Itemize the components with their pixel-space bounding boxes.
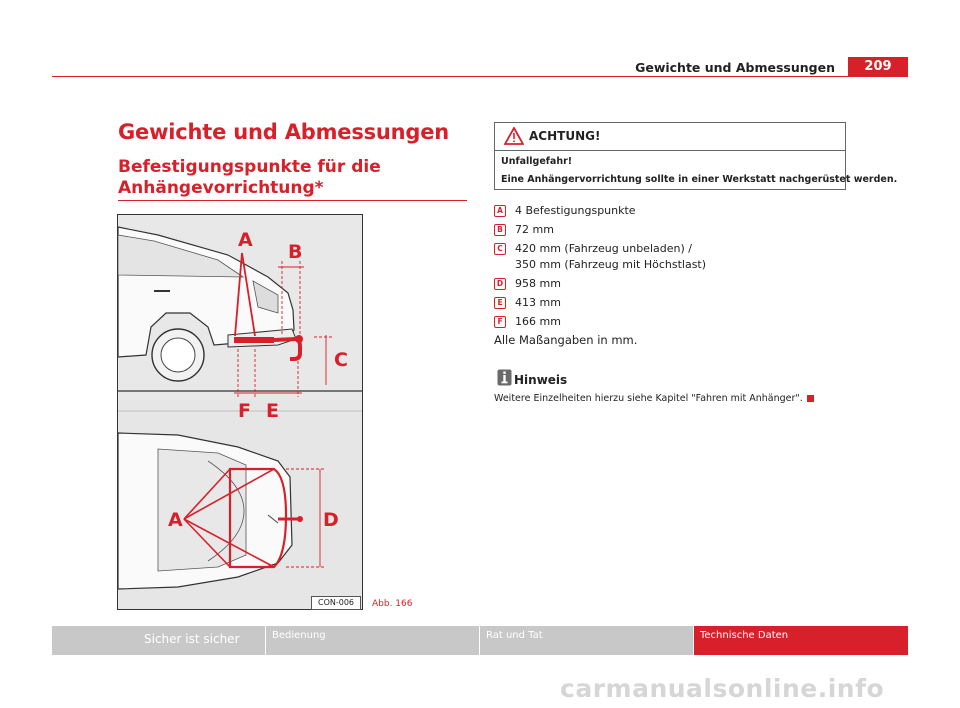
legend-text-e: 413 mm	[515, 296, 561, 309]
figure-towbar-diagram	[117, 214, 363, 610]
section-rule	[118, 200, 467, 201]
figure-label-c: C	[334, 349, 348, 371]
footer-tab-rat-und-tat[interactable]: Rat und Tat	[480, 626, 693, 655]
footer-tab-bedienung[interactable]: Bedienung	[266, 626, 479, 655]
legend-letter-d: D	[494, 278, 506, 290]
legend-letter-c: C	[494, 243, 506, 255]
units-note: Alle Maßangaben in mm.	[494, 333, 638, 347]
legend-letter-e: E	[494, 297, 506, 309]
legend-text-c-2: 350 mm (Fahrzeug mit Höchstlast)	[515, 258, 707, 271]
legend-text-f: 166 mm	[515, 315, 561, 328]
note-text-body: Weitere Einzelheiten hierzu siehe Kapitel "Fahren mit Anhänger".	[494, 393, 803, 404]
header-rule	[52, 76, 908, 77]
legend-text-d: 958 mm	[515, 277, 561, 290]
warning-line-2: Eine Anhängervorrichtung sollte in einer Werkstatt nachgerüstet werden.	[501, 174, 898, 185]
page-title: Gewichte und Abmessungen	[118, 120, 450, 144]
info-note-icon	[497, 369, 512, 386]
footer-tab-sicher[interactable]: Sicher ist sicher	[52, 626, 265, 655]
note-text	[494, 393, 814, 404]
legend-text-a: 4 Befestigungspunkte	[515, 204, 636, 217]
legend-text-c: 420 mm (Fahrzeug unbeladen) /	[515, 242, 692, 255]
warning-header	[495, 123, 845, 151]
figure-label-b: B	[288, 241, 303, 263]
warning-box	[494, 122, 898, 190]
figure-label-a-bottom: A	[168, 509, 183, 531]
watermark: carmanualsonline.info	[560, 674, 885, 703]
footer-tab-technische-daten[interactable]: Technische Daten	[694, 626, 908, 655]
figure-label-e: E	[266, 400, 279, 422]
section-title: Befestigungspunkte für die Anhängevorrichtung*	[118, 157, 381, 198]
figure-caption: Abb. 166	[372, 599, 413, 609]
running-header-title: Gewichte und Abmessungen	[635, 60, 835, 75]
figure-label-a-top: A	[238, 229, 253, 251]
figure-label-d: D	[323, 509, 339, 531]
legend-text-b: 72 mm	[515, 223, 554, 236]
end-marker-icon	[807, 395, 814, 402]
figure-label-f: F	[238, 400, 251, 422]
figure-code: CON-006	[311, 596, 361, 610]
note-title: Hinweis	[514, 373, 568, 387]
legend-letter-b: B	[494, 224, 506, 236]
page-number: 209	[848, 57, 908, 77]
warning-triangle-icon	[504, 127, 524, 145]
legend-letter-f: F	[494, 316, 506, 328]
legend-letter-a: A	[494, 205, 506, 217]
warning-line-1: Unfallgefahr!	[501, 156, 573, 167]
warning-title: ACHTUNG!	[529, 129, 601, 143]
